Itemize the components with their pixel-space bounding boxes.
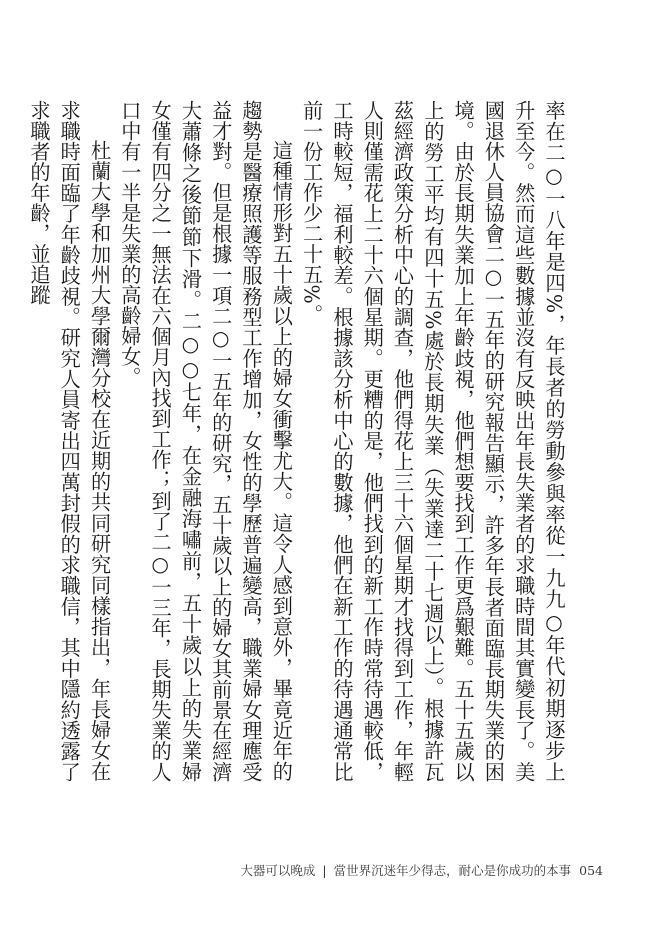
page-number: 054 <box>579 863 603 878</box>
book-title: 大器可以晚成 <box>240 863 316 878</box>
paragraph-3: 杜蘭大學和加州大學爾灣分校在近期的共同研究同樣指出，年長婦女在求職時面臨了年齡歧視。研究人員寄出四萬封假的求職信，其中隱約透露了求職者的年齡，並追蹤 <box>26 100 112 782</box>
chapter-title: 當世界沉迷年少得志，耐心是你成功的本事 <box>333 863 572 878</box>
paragraph-2: 這種情形對五十歲以上的婦女衝擊尤大。這令人感到意外，畢竟近年的趨勢是醫療照護等服務型工作增加，女性的學歷普遍變高，職業婦女理應受益才對。但是根據一項二○一五年的研究，五十歲以上的婦女其前景在經濟大蕭條之後節節下滑。二○○七年，在金融海嘯前，五十歲以上的失業婦女僅有四分之一無法在六個月內找到工作；到了二○一三年，長期失業的人口中有一半是失業的高齡婦女。 <box>117 100 294 782</box>
running-footer <box>240 861 603 879</box>
paragraph-1: 率在二○一八年是四%，年長者的勞動參與率從一九九○年代初期逐步上升至今。然而這些數據並沒有反映出年長失業者的求職時間其實變長了。美國退休人員協會二○一五年的研究報告顯示，許多年長者面臨長期失業的困境。由於長期失業加上年齡歧視，他們想要找到工作更爲艱難。五十五歲以上的勞工平均有四十五%處於長期失業（失業達二十七週以上）。根據許瓦茲經濟政策分析中心的調查，他們得花上三十六個星期才找得到工作，年輕人則僅需花上二十六個星期。更糟的是，他們找到的新工作時常待遇較低，工時較短，福利較差。根據該分析中心的數據，他們在新工作的待遇通常比前一份工作少二十五%。 <box>299 100 566 782</box>
vertical-body-text <box>26 100 569 782</box>
footer-separator: | <box>322 863 327 878</box>
